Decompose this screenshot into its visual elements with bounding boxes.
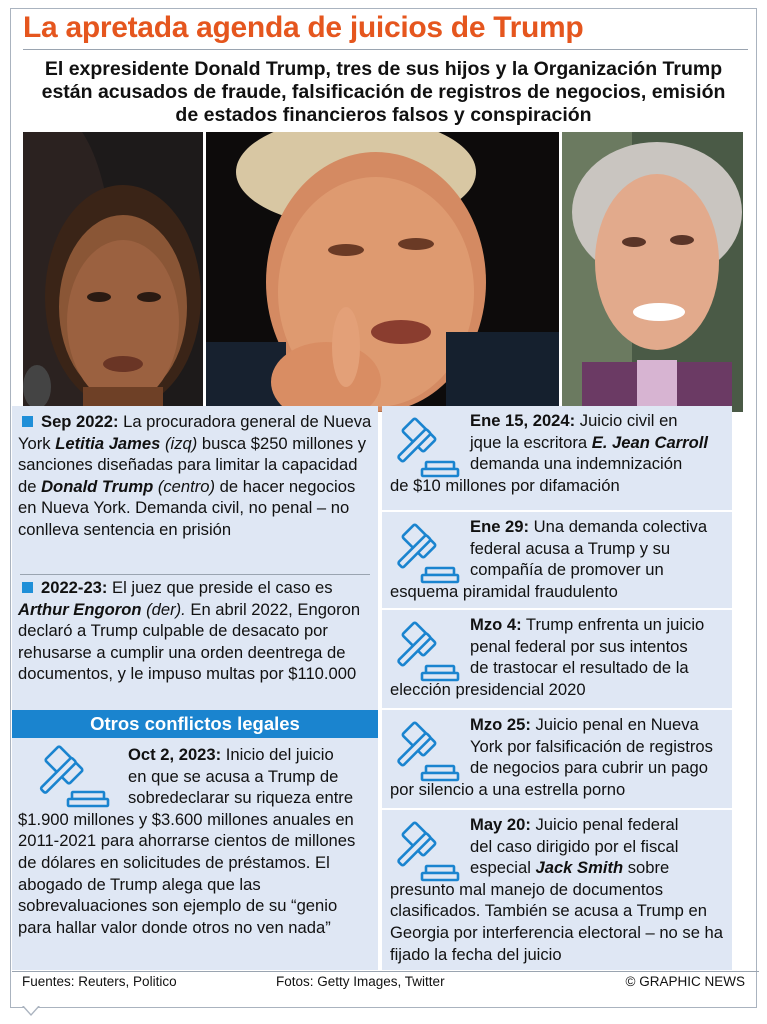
entry-text: de hacer negocios en Nueva York. Demanda civil, no penal – no conlleva sentencia en prisión xyxy=(18,476,356,539)
square-bullet-icon xyxy=(22,416,33,427)
position-note: (izq) xyxy=(160,433,198,453)
entry-may-20 xyxy=(382,810,732,970)
entry-text: federal acusa a Trump y su xyxy=(470,538,671,558)
entry-text: Juicio penal federal xyxy=(530,815,679,834)
entry-oct-2023 xyxy=(12,738,378,970)
entry-text: Una demanda colectiva xyxy=(529,517,708,536)
entry-mar-4 xyxy=(382,610,732,708)
entry-text: de trastocar el resultado de la xyxy=(470,658,689,678)
position-note: (der). xyxy=(141,599,186,619)
gavel-icon xyxy=(390,618,460,684)
entry-text: presunto mal manejo de documentos clasificados. También se acusa a Trump en Georgia por interferencia electoral – no se ha fijado la fecha del juicio xyxy=(390,879,723,964)
page-title: La apretada agenda de juicios de Trump xyxy=(23,11,584,44)
entry-text: del caso dirigido por el fiscal xyxy=(470,836,679,856)
entry-text: Juicio civil en xyxy=(575,411,678,430)
entry-text: sobredeclarar su riqueza entre xyxy=(128,788,354,808)
square-bullet-icon xyxy=(22,582,33,593)
gavel-icon xyxy=(390,818,460,884)
entry-text: especial xyxy=(470,858,536,878)
person-name: Jack Smith xyxy=(535,858,624,878)
entry-text: busca $250 millones y sanciones diseñadas para limitar la capacidad de xyxy=(18,433,367,496)
photo-letitia-james xyxy=(23,132,203,412)
entry-sep-2022 xyxy=(12,411,378,541)
entry-date: Mzo 25: xyxy=(470,715,531,734)
entry-text: de negocios para cubrir un pago xyxy=(470,758,709,778)
person-name: E. Jean Carroll xyxy=(591,432,708,452)
entry-text: demanda una indemnización xyxy=(470,454,683,474)
footer-divider xyxy=(12,971,759,972)
entry-jan-15-2024 xyxy=(382,406,732,510)
title-divider xyxy=(23,49,748,50)
entry-text: en que se acusa a Trump de xyxy=(128,766,339,786)
entry-date: 2022-23: xyxy=(41,578,108,597)
gavel-icon xyxy=(28,742,112,810)
entry-jan-29 xyxy=(382,512,732,608)
entry-date: Sep 2022: xyxy=(41,412,119,431)
entry-text: Trump enfrenta un juicio xyxy=(521,615,705,634)
entry-text: Inicio del juicio xyxy=(221,745,334,764)
entry-text: penal federal por sus intentos xyxy=(470,636,688,656)
entry-text: compañía de promover un xyxy=(470,560,664,580)
gavel-icon xyxy=(390,414,460,480)
entry-2022-23 xyxy=(12,577,378,685)
entry-text: El juez que preside el caso es xyxy=(107,578,333,597)
section-divider xyxy=(20,574,370,575)
left-timeline-panel xyxy=(12,406,378,710)
entry-text: York por falsificación de registros xyxy=(470,736,713,756)
footer-copyright: © GRAPHIC NEWS xyxy=(625,974,745,989)
entry-text: La procuradora general de Nueva York xyxy=(18,412,372,453)
person-name: Arthur Engoron xyxy=(18,599,142,619)
entry-text: En abril 2022, Engoron declaró a Trump culpable de desacato por rehusarse a cumplir una orden deentrega de documentos, y le impuso multas por $110.000 xyxy=(18,599,361,684)
entry-text: sobre xyxy=(623,858,670,878)
gavel-icon xyxy=(390,520,460,586)
footer-photo-credits: Fotos: Getty Images, Twitter xyxy=(276,974,445,989)
entry-text: esquema piramidal fraudulento xyxy=(390,581,618,601)
frame-pointer-inner xyxy=(23,1005,39,1014)
entry-date: Ene 15, 2024: xyxy=(470,411,576,430)
person-name: Donald Trump xyxy=(41,476,154,496)
person-name: Letitia James xyxy=(55,433,161,453)
photo-arthur-engoron xyxy=(562,132,743,412)
position-note: (centro) xyxy=(153,476,216,496)
entry-text: Juicio penal en Nueva xyxy=(530,715,699,734)
photo-donald-trump xyxy=(206,132,559,412)
section-heading-other-conflicts: Otros conflictos legales xyxy=(12,710,378,738)
entry-text: $1.900 millones y $3.600 millones anuales en 2011-2021 para ahorrarse cientos de millones de dólares en solicitudes de préstamos. El abogado de Trump alega que las sobrevaluaciones son ejemplo de su “genio para hallar valor donde otros no ven nada” xyxy=(18,809,356,937)
entry-date: Mzo 4: xyxy=(470,615,522,634)
footer-sources: Fuentes: Reuters, Politico xyxy=(22,974,177,989)
entry-mar-25 xyxy=(382,710,732,808)
entry-date: Oct 2, 2023: xyxy=(128,745,222,764)
entry-text: de $10 millones por difamación xyxy=(390,475,620,495)
entry-text: por silencio a una estrella porno xyxy=(390,779,626,799)
entry-text: elección presidencial 2020 xyxy=(390,679,586,699)
gavel-icon xyxy=(390,718,460,784)
entry-date: Ene 29: xyxy=(470,517,530,536)
entry-date: May 20: xyxy=(470,815,531,834)
page-subtitle: El expresidente Donald Trump, tres de sus hijos y la Organización Trump están acusados de fraude, falsificación de registros de negocios, emisión de estados financieros falsos y conspiración xyxy=(41,58,726,126)
entry-text: jque la escritora xyxy=(470,432,592,452)
